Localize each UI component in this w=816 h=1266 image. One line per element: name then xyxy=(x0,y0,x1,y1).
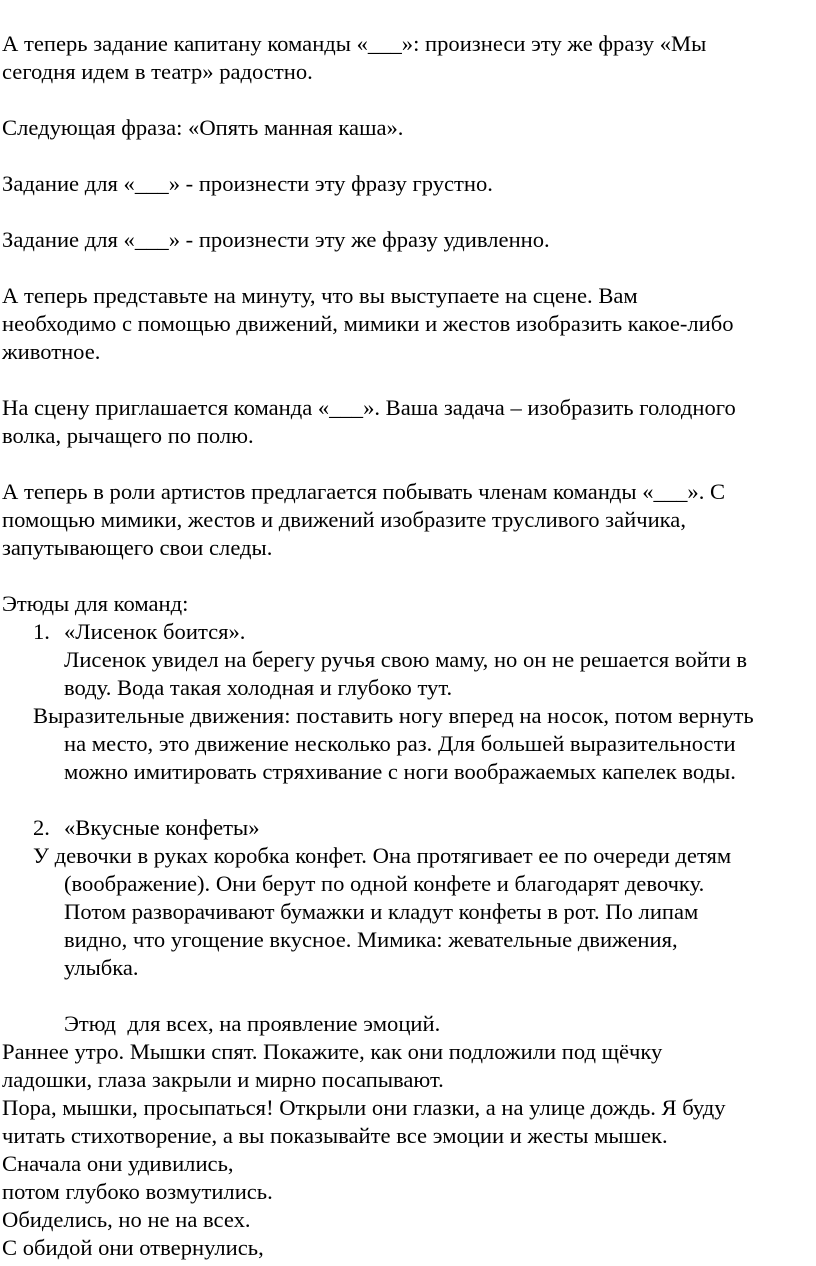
list-number-1: 1. xyxy=(33,619,50,644)
etude-2-text-line-5: улыбка. xyxy=(64,955,139,980)
etude-1-movements-line-3: можно имитировать стряхивание с ноги воображаемых капелек воды. xyxy=(64,759,736,784)
paragraph-wolf-line-1: На сцену приглашается команда «___». Ваша задача – изобразить голодного xyxy=(2,395,736,420)
paragraph-morning-line-2: ладошки, глаза закрыли и мирно посапывают. xyxy=(2,1067,444,1092)
poem-line-3: Обиделись, но не на всех. xyxy=(2,1207,251,1232)
poem-line-4: С обидой они отвернулись, xyxy=(2,1235,264,1260)
etude-1-movements-line-1: Выразительные движения: поставить ногу вперед на носок, потом вернуть xyxy=(33,703,754,728)
etude-all-heading: Этюд для всех, на проявление эмоций. xyxy=(64,1011,441,1036)
paragraph-captain-task-line-1: А теперь задание капитану команды «___»: произнеси эту же фразу «Мы xyxy=(2,31,707,56)
paragraph-next-phrase: Следующая фраза: «Опять манная каша». xyxy=(2,115,404,140)
paragraph-hare-line-2: помощью мимики, жестов и движений изобразите трусливого зайчика, xyxy=(2,507,686,532)
paragraph-hare-line-3: запутывающего свои следы. xyxy=(2,535,273,560)
paragraph-wolf-line-2: волка, рычащего по полю. xyxy=(2,423,254,448)
etude-2-text-line-4: видно, что угощение вкусное. Мимика: жевательные движения, xyxy=(64,927,678,952)
paragraph-morning-line-1: Раннее утро. Мышки спят. Покажите, как они подложили под щёчку xyxy=(2,1039,663,1064)
paragraph-hare-line-1: А теперь в роли артистов предлагается побывать членам команды «___». С xyxy=(2,479,726,504)
etude-1-title: «Лисенок боится». xyxy=(64,619,246,644)
paragraph-task-sad: Задание для «___» - произнести эту фразу грустно. xyxy=(2,171,493,196)
paragraph-captain-task-line-2: сегодня идем в театр» радостно. xyxy=(2,59,313,84)
etude-2-title: «Вкусные конфеты» xyxy=(64,815,260,840)
poem-line-1: Сначала они удивились, xyxy=(2,1151,234,1176)
paragraph-task-surprised: Задание для «___» - произнести эту же фразу удивленно. xyxy=(2,227,550,252)
paragraph-wakeup-line-1: Пора, мышки, просыпаться! Открыли они глазки, а на улице дождь. Я буду xyxy=(2,1095,726,1120)
list-number-2: 2. xyxy=(33,815,50,840)
section-heading-etudes: Этюды для команд: xyxy=(2,591,189,616)
paragraph-wakeup-line-2: читать стихотворение, а вы показывайте все эмоции и жесты мышек. xyxy=(2,1123,668,1148)
etude-1-text-line-2: воду. Вода такая холодная и глубоко тут. xyxy=(64,675,453,700)
poem-line-2: потом глубоко возмутились. xyxy=(2,1179,273,1204)
etude-2-text-line-1: У девочки в руках коробка конфет. Она протягивает ее по очереди детям xyxy=(33,843,732,868)
etude-2-text-line-3: Потом разворачивают бумажки и кладут конфеты в рот. По липам xyxy=(64,899,699,924)
etude-1-movements-line-2: на место, это движение несколько раз. Для большей выразительности xyxy=(64,731,736,756)
etude-2-text-line-2: (воображение). Они берут по одной конфете и благодарят девочку. xyxy=(64,871,705,896)
etude-1-text-line-1: Лисенок увидел на берегу ручья свою маму, но он не решается войти в xyxy=(64,647,747,672)
paragraph-stage-animal-line-1: А теперь представьте на минуту, что вы выступаете на сцене. Вам xyxy=(2,283,638,308)
paragraph-stage-animal-line-2: необходимо с помощью движений, мимики и жестов изобразить какое-либо xyxy=(2,311,734,336)
paragraph-stage-animal-line-3: животное. xyxy=(2,339,101,364)
